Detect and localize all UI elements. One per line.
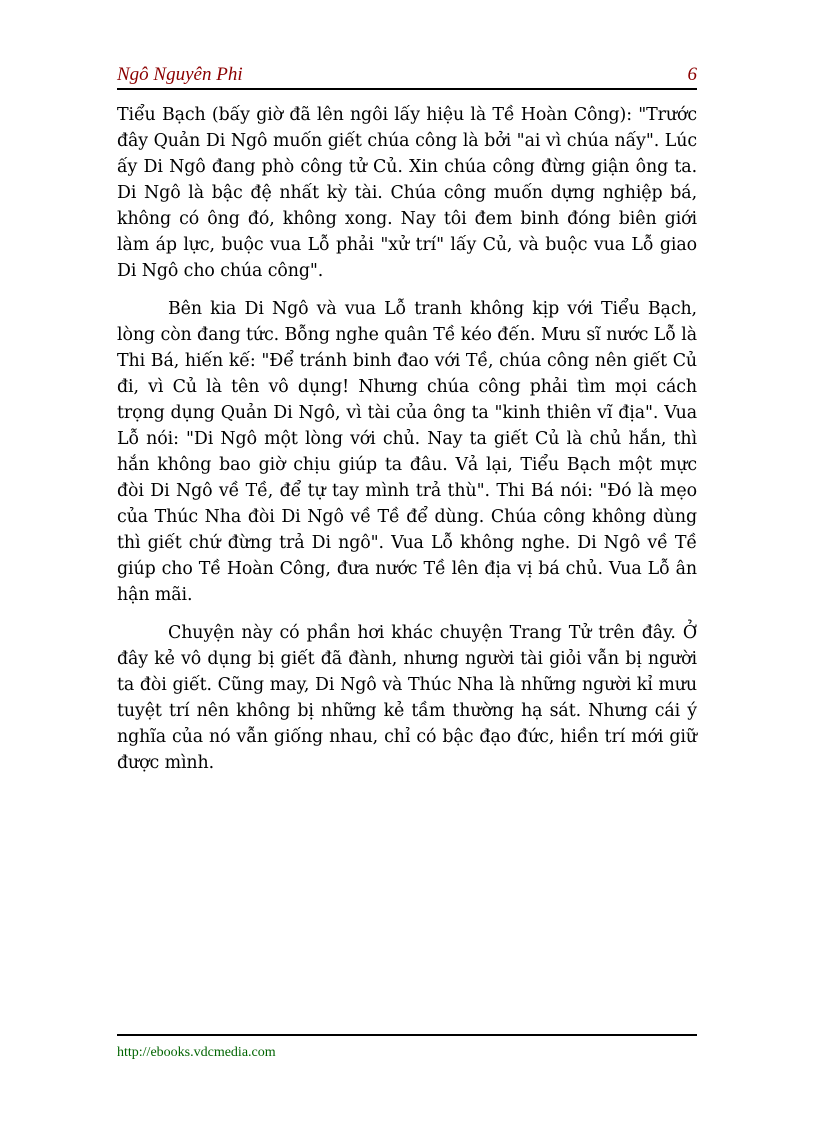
- page-header: [117, 62, 697, 90]
- body-text: [117, 102, 697, 788]
- paragraph-1: Tiểu Bạch (bấy giờ đã lên ngôi lấy hiệu là Tề Hoàn Công): "Trước đây Quản Di Ngô muốn giết chúa công là bởi "ai vì chúa nấy". Lúc ấy Di Ngô đang phò công tử Củ. Xin chúa công đừng giận ông ta. Di Ngô là bậc đệ nhất kỳ tài. Chúa công muốn dựng nghiệp bá, không có ông đó, không xong. Nay tôi đem binh đóng biên giới làm áp lực, buộc vua Lỗ phải "xử trí" lấy Củ, và buộc vua Lỗ giao Di Ngô cho chúa công".: [117, 105, 697, 281]
- footer-url-link[interactable]: http://ebooks.vdcmedia.com: [117, 1045, 276, 1060]
- document-page: [117, 0, 697, 1123]
- header-author: Ngô Nguyên Phi: [117, 64, 243, 85]
- paragraph-2: Bên kia Di Ngô và vua Lỗ tranh không kịp với Tiểu Bạch, lòng còn đang tức. Bỗng nghe quân Tề kéo đến. Mưu sĩ nước Lỗ là Thi Bá, hiến kế: "Để tránh binh đao với Tề, chúa công nên giết Củ đi, vì Củ là tên vô dụng! Nhưng chúa công phải tìm mọi cách trọng dụng Quản Di Ngô, vì tài của ông ta "kinh thiên vĩ địa". Vua Lỗ nói: "Di Ngô một lòng với chủ. Nay ta giết Củ là chủ hắn, thì hắn không bao giờ chịu giúp ta đâu. Vả lại, Tiểu Bạch một mực đòi Di Ngô về Tề, để tự tay mình trả thù". Thi Bá nói: "Đó là mẹo của Thúc Nha đòi Di Ngô về Tề để dùng. Chúa công không dùng thì giết chứ đừng trả Di ngô". Vua Lỗ không nghe. Di Ngô về Tề giúp cho Tề Hoàn Công, đưa nước Tề lên địa vị bá chủ. Vua Lỗ ân hận mãi.: [117, 299, 697, 605]
- paragraph-3: Chuyện này có phần hơi khác chuyện Trang Tử trên đây. Ở đây kẻ vô dụng bị giết đã đành, nhưng người tài giỏi vẫn bị người ta đòi giết. Cũng may, Di Ngô và Thúc Nha là những người kỉ mưu tuyệt trí nên không bị những kẻ tầm thường hạ sát. Nhưng cái ý nghĩa của nó vẫn giống nhau, chỉ có bậc đạo đức, hiền trí mới giữ được mình.: [117, 623, 697, 773]
- header-page-number: 6: [687, 64, 697, 85]
- footer-divider: [117, 1034, 697, 1036]
